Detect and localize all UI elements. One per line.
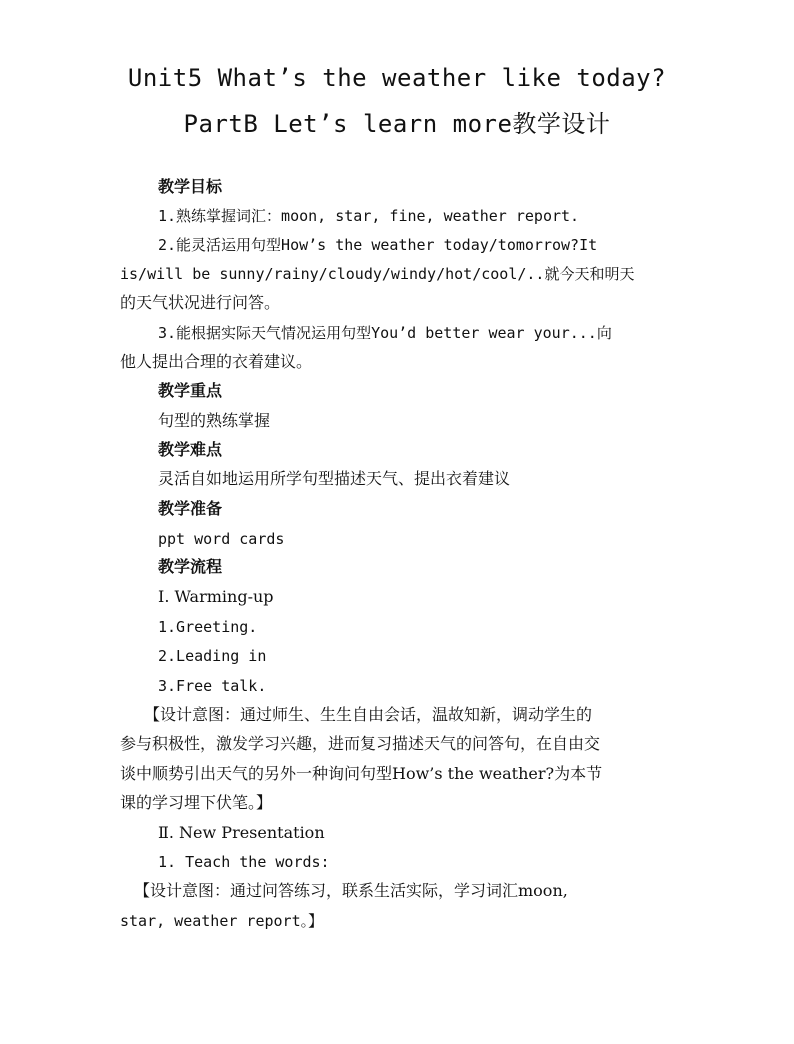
- design-intent-1-line-b: 参与积极性，激发学习兴趣，进而复习描述天气的问答句，在自由交: [120, 734, 601, 753]
- objective-3-line-b: 他人提出合理的衣着建议。: [120, 352, 313, 371]
- key-points-text: 句型的熟练掌握: [158, 411, 271, 430]
- step-1-heading: Ⅰ. Warming-up: [158, 587, 274, 606]
- title-line-1: Unit5 What’s the weather like today?: [127, 64, 667, 92]
- key-points-heading: 教学重点: [158, 381, 223, 400]
- step-1-item-3: 3.Free talk.: [158, 677, 267, 695]
- design-intent-2-line-a: 【设计意图：通过问答练习，联系生活实际，学习词汇moon,: [134, 881, 568, 900]
- difficult-points-text: 灵活自如地运用所学句型描述天气、提出衣着建议: [158, 469, 511, 488]
- objective-2-line-b: is/will be sunny/rainy/cloudy/windy/hot/cool/..就今天和明天: [120, 265, 635, 283]
- design-intent-2-line-b: star, weather report。】: [120, 912, 324, 930]
- preparation-heading: 教学准备: [158, 499, 223, 518]
- design-intent-1-line-d: 课的学习埋下伏笔。】: [120, 793, 273, 812]
- difficult-points-heading: 教学难点: [158, 440, 223, 459]
- step-1-item-2: 2.Leading in: [158, 647, 267, 665]
- design-intent-1-line-c: 谈中顺势引出天气的另外一种询问句型How’s the weather?为本节: [120, 764, 603, 783]
- step-2-heading: Ⅱ. New Presentation: [158, 823, 325, 842]
- objective-3-line-a: 3.能根据实际天气情况运用句型You’d better wear your...向: [158, 324, 612, 342]
- design-intent-1-line-a: 【设计意图：通过师生、生生自由会话，温故知新，调动学生的: [144, 705, 593, 724]
- step-1-item-1: 1.Greeting.: [158, 618, 258, 636]
- objective-1: 1.熟练掌握词汇：moon, star, fine, weather report.: [158, 207, 580, 225]
- objectives-heading: 教学目标: [158, 177, 223, 196]
- objective-2-line-a: 2.能灵活运用句型How’s the weather today/tomorrow?It: [158, 236, 598, 254]
- preparation-text: ppt word cards: [158, 530, 285, 548]
- title-line-2: PartB Let’s learn more教学设计: [183, 110, 611, 138]
- objective-2-line-c: 的天气状况进行问答。: [120, 293, 281, 312]
- process-heading: 教学流程: [158, 557, 223, 576]
- step-2-item-1: 1. Teach the words:: [158, 853, 330, 871]
